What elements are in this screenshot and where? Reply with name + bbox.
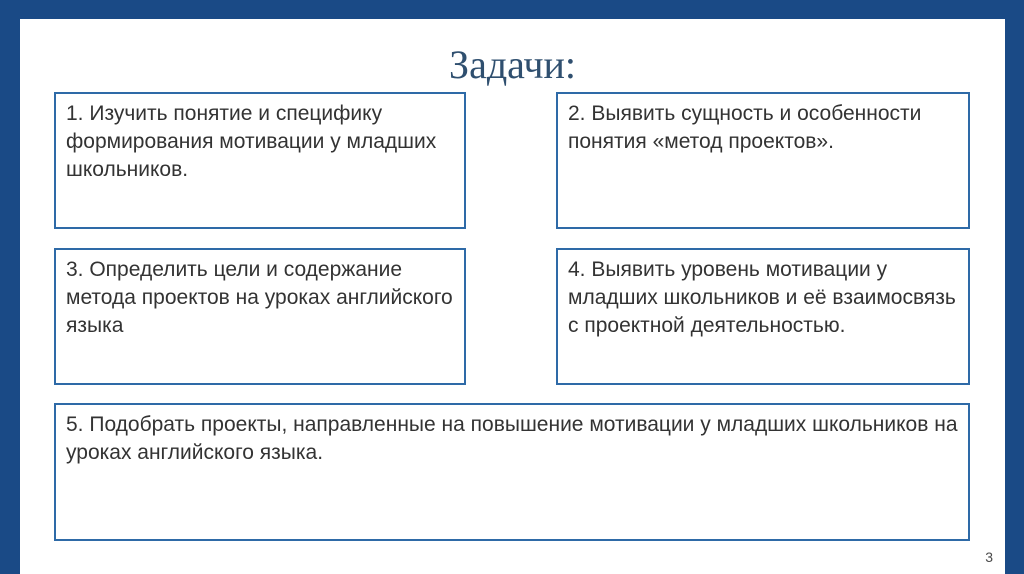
- task-box-3: 3. Определить цели и содержание метода проектов на уроках английского языка: [54, 248, 466, 385]
- task-box-2: 2. Выявить сущность и особенности понятия «метод проектов».: [556, 92, 970, 229]
- task-box-4: 4. Выявить уровень мотивации у младших школьников и её взаимосвязь с проектной деятельностью.: [556, 248, 970, 385]
- slide-number: 3: [985, 549, 993, 565]
- task-box-5: 5. Подобрать проекты, направленные на повышение мотивации у младших школьников на уроках английского языка.: [54, 403, 970, 541]
- slide: [20, 19, 1005, 574]
- task-box-1: 1. Изучить понятие и специфику формирования мотивации у младших школьников.: [54, 92, 466, 229]
- slide-title: Задачи:: [449, 42, 576, 87]
